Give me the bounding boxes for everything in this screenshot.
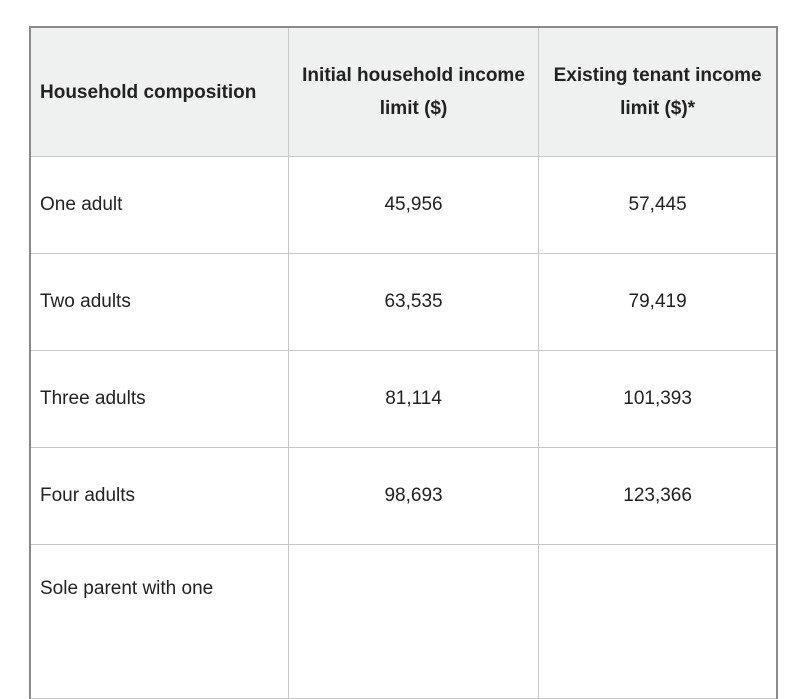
initial-limit-cell: 81,114	[288, 351, 538, 448]
initial-limit-cell: 98,693	[288, 448, 538, 545]
existing-limit-cell: 79,419	[539, 254, 777, 351]
existing-limit-cell: 57,445	[539, 157, 777, 254]
initial-limit-cell: 45,956	[288, 157, 538, 254]
household-cell: Four adults	[30, 448, 288, 545]
income-limits-table	[29, 26, 778, 699]
header-initial-income-limit: Initial household income limit ($)	[288, 27, 538, 157]
table-row	[30, 448, 777, 545]
table-row	[30, 545, 777, 699]
existing-limit-cell: 101,393	[539, 351, 777, 448]
household-cell: Three adults	[30, 351, 288, 448]
header-existing-tenant-limit: Existing tenant income limit ($)*	[539, 27, 777, 157]
header-row	[30, 27, 777, 157]
existing-limit-cell	[539, 545, 777, 699]
header-household-composition: Household composition	[30, 27, 288, 157]
initial-limit-cell	[288, 545, 538, 699]
household-cell: Two adults	[30, 254, 288, 351]
household-cell: One adult	[30, 157, 288, 254]
table-row	[30, 254, 777, 351]
household-cell: Sole parent with one	[30, 545, 288, 699]
table-row	[30, 157, 777, 254]
initial-limit-cell: 63,535	[288, 254, 538, 351]
table-row	[30, 351, 777, 448]
existing-limit-cell: 123,366	[539, 448, 777, 545]
